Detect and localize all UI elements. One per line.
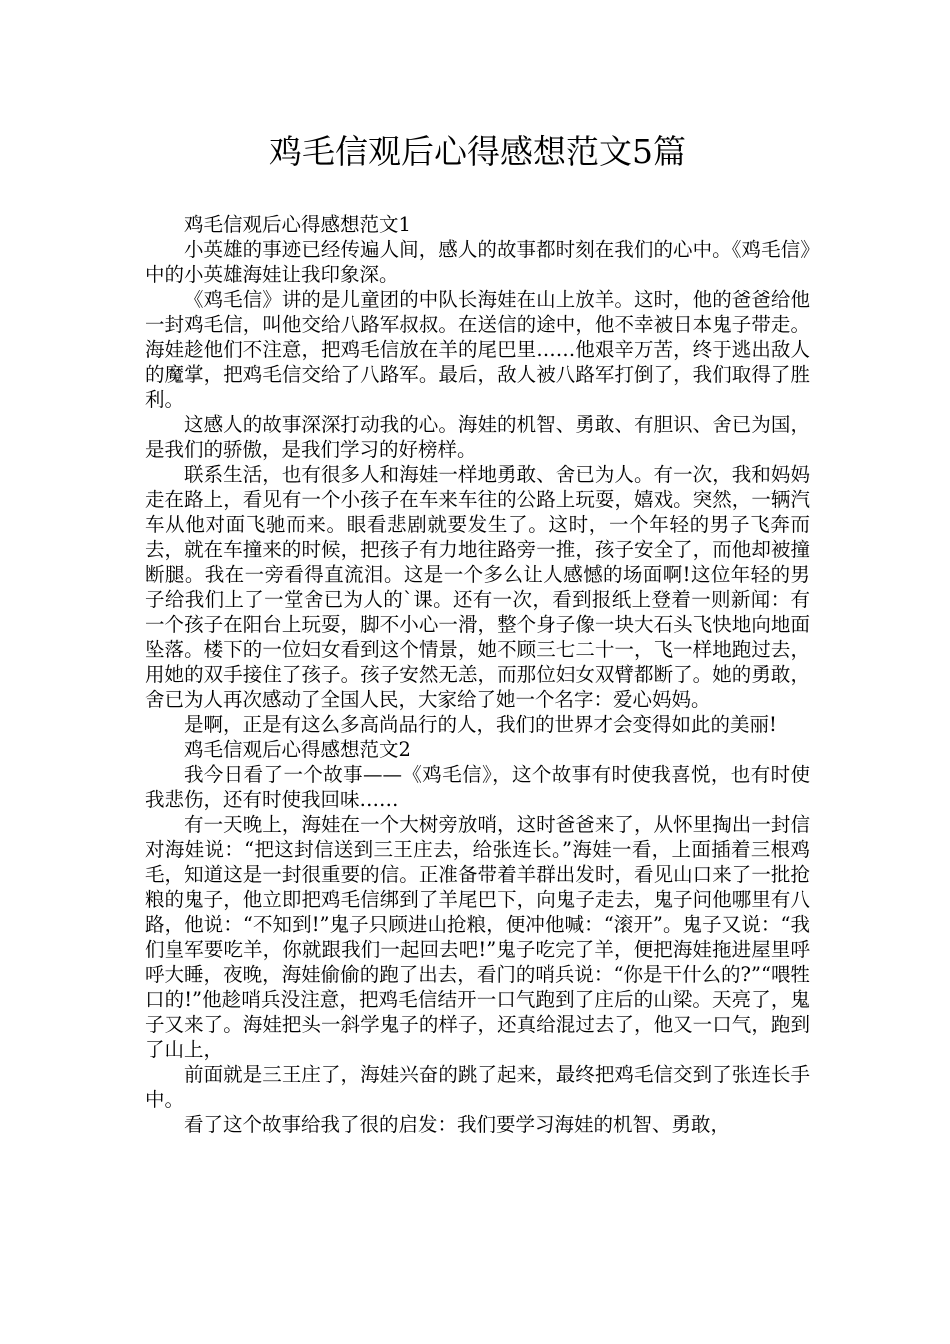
section-heading-1: 鸡毛信观后心得感想范文1 [184, 213, 411, 236]
paragraph: 这感人的故事深深打动我的心。海娃的机智、勇敢、有胆识、舍已为国，是我们的骄傲，是我们学习的好榜样。 [145, 413, 810, 461]
paragraph: 《鸡毛信》讲的是儿童团的中队长海娃在山上放羊。这时，他的爸爸给他一封鸡毛信，叫他交给八路军叔叔。在送信的途中，他不幸被日本鬼子带走。海娃趁他们不注意，把鸡毛信放在羊的尾巴里……他艰辛万苦，终于逃出敌人的魔掌，把鸡毛信交给了八路军。最后，敌人被八路军打倒了，我们取得了胜利。 [145, 288, 810, 411]
paragraph: 小英雄的事迹已经传遍人间，感人的故事都时刻在我们的心中。《鸡毛信》中的小英雄海娃让我印象深。 [145, 238, 810, 286]
document-body [145, 212, 810, 1137]
paragraph: 前面就是三王庄了，海娃兴奋的跳了起来，最终把鸡毛信交到了张连长手中。 [145, 1063, 810, 1111]
paragraph: 我今日看了一个故事——《鸡毛信》，这个故事有时使我喜悦，也有时使我悲伤，还有时使我回味…… [145, 763, 810, 811]
paragraph: 有一天晚上，海娃在一个大树旁放哨，这时爸爸来了，从怀里掏出一封信对海娃说：“把这封信送到三王庄去，给张连长。”海娃一看，上面插着三根鸡毛，知道这是一封很重要的信。正准备带着羊群出发时，看见山口来了一批抢粮的鬼子，他立即把鸡毛信绑到了羊尾巴下，向鬼子走去，鬼子问他哪里有八路，他说：“不知到!”鬼子只顾进山抢粮，便冲他喊：“滚开”。鬼子又说：“我们皇军要吃羊，你就跟我们一起回去吧!”鬼子吃完了羊，便把海娃拖进屋里呼呼大睡，夜晚，海娃偷偷的跑了出去，看门的哨兵说：“你是干什么的?”“喂牲口的!”他趁哨兵没注意，把鸡毛信结开一口气跑到了庄后的山梁。天亮了，鬼子又来了。海娃把头一斜学鬼子的样子，还真给混过去了，他又一口气，跑到了山上， [145, 813, 810, 1061]
paragraph: 是啊，正是有这么多高尚品行的人，我们的世界才会变得如此的美丽! [184, 713, 777, 736]
paragraph: 看了这个故事给我了很的启发：我们要学习海娃的机智、勇敢， [184, 1113, 731, 1136]
paragraph: 联系生活，也有很多人和海娃一样地勇敢、舍已为人。有一次，我和妈妈走在路上，看见有一个小孩子在车来车往的公路上玩耍，嬉戏。突然，一辆汽车从他对面飞驰而来。眼看悲剧就要发生了。这时，一个年轻的男子飞奔而去，就在车撞来的时候，把孩子有力地往路旁一推，孩子安全了，而他却被撞断腿。我在一旁看得直流泪。这是一个多么让人感憾的场面啊!这位年轻的男子给我们上了一堂舍已为人的`课。还有一次，看到报纸上登着一则新闻：有一个孩子在阳台上玩耍，脚不小心一滑，整个身子像一块大石头飞快地向地面坠落。楼下的一位妇女看到这个情景，她不顾三七二十一，飞一样地跑过去，用她的双手接住了孩子。孩子安然无恙，而那位妇女双臂都断了。她的勇敢，舍已为人再次感动了全国人民，大家给了她一个名字：爱心妈妈。 [145, 463, 810, 711]
document-title: 鸡毛信观后心得感想范文5篇 [269, 132, 686, 171]
document-page [145, 126, 810, 1137]
section-heading-2: 鸡毛信观后心得感想范文2 [184, 738, 411, 761]
